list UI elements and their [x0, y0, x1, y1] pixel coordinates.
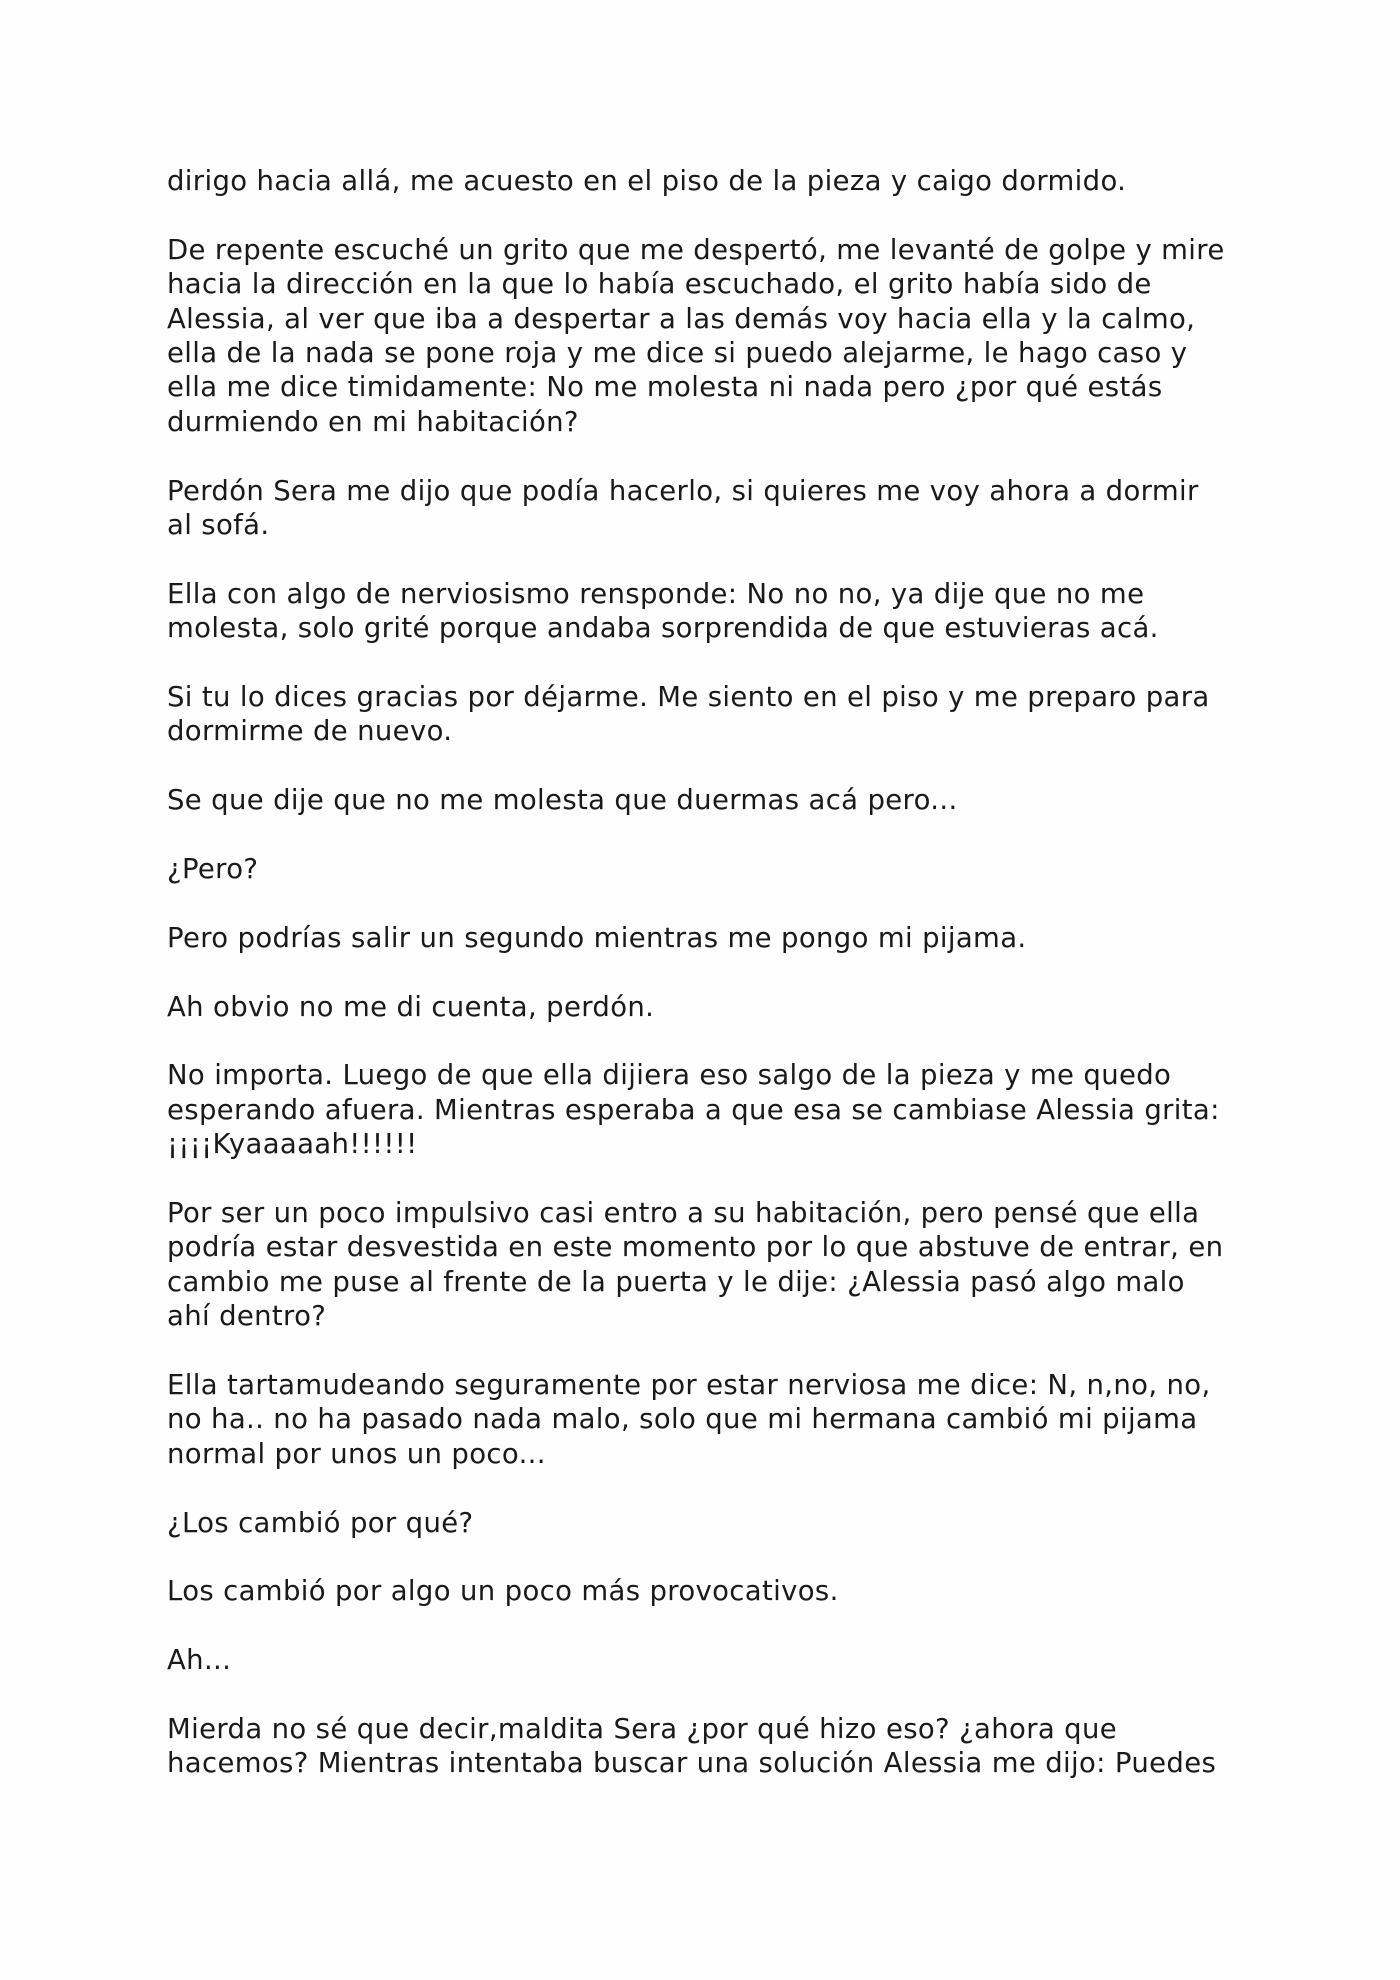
paragraph: Ella con algo de nerviosismo rensponde: No no no, ya dije que no me molesta, solo grité porque andaba sorprendida de que estuvieras acá. — [167, 577, 1159, 645]
paragraph: De repente escuché un grito que me despertó, me levanté de golpe y mire hacia la dirección en la que lo había escuchado, el grito había sido de Alessia, al ver que iba a despertar a las demás voy hacia ella y la calmo, ella de la nada se pone roja y me dice si puedo alejarme, le hago caso y ella me dice timidamente: No me molesta ni nada pero ¿por qué estás durmiendo en mi habitación? — [167, 233, 1225, 438]
paragraph: No importa. Luego de que ella dijiera eso salgo de la pieza y me quedo esperando afuera. Mientras esperaba a que esa se cambiase Alessia grita: ¡¡¡¡Kyaaaaah!!!!!! — [167, 1059, 1220, 1161]
paragraph: Si tu lo dices gracias por déjarme. Me siento en el piso y me preparo para dormirme de nuevo. — [167, 681, 1210, 748]
paragraph: Pero podrías salir un segundo mientras me pongo mi pijama. — [167, 921, 1027, 954]
paragraph: Mierda no sé que decir,maldita Sera ¿por qué hizo eso? ¿ahora que hacemos? Mientras intentaba buscar una solución Alessia me dijo: Puedes — [167, 1713, 1217, 1780]
paragraph: Ella tartamudeando seguramente por estar nerviosa me dice: N, n,no, no, no ha.. no ha pasado nada malo, solo que mi hermana cambió mi pijama normal por unos un poco... — [167, 1369, 1211, 1470]
paragraph: Los cambió por algo un poco más provocativos. — [167, 1575, 839, 1608]
paragraph: dirigo hacia allá, me acuesto en el piso de la pieza y caigo dormido. — [167, 165, 1127, 197]
paragraph: Se que dije que no me molesta que duermas acá pero... — [167, 784, 958, 817]
paragraph: Perdón Sera me dijo que podía hacerlo, si quieres me voy ahora a dormir al sofá. — [167, 474, 1199, 542]
paragraph: ¿Pero? — [167, 853, 259, 886]
paragraph: Ah obvio no me di cuenta, perdón. — [167, 990, 655, 1023]
paragraph: Por ser un poco impulsivo casi entro a su habitación, pero pensé que ella podría estar desvestida en este momento por lo que abstuve de entrar, en cambio me puse al frente de la puerta y le dije: ¿Alessia pasó algo malo ahí dentro? — [167, 1197, 1224, 1333]
paragraph: ¿Los cambió por qué? — [167, 1506, 474, 1539]
body-text — [167, 164, 1247, 1815]
paragraph: Ah... — [167, 1644, 232, 1677]
